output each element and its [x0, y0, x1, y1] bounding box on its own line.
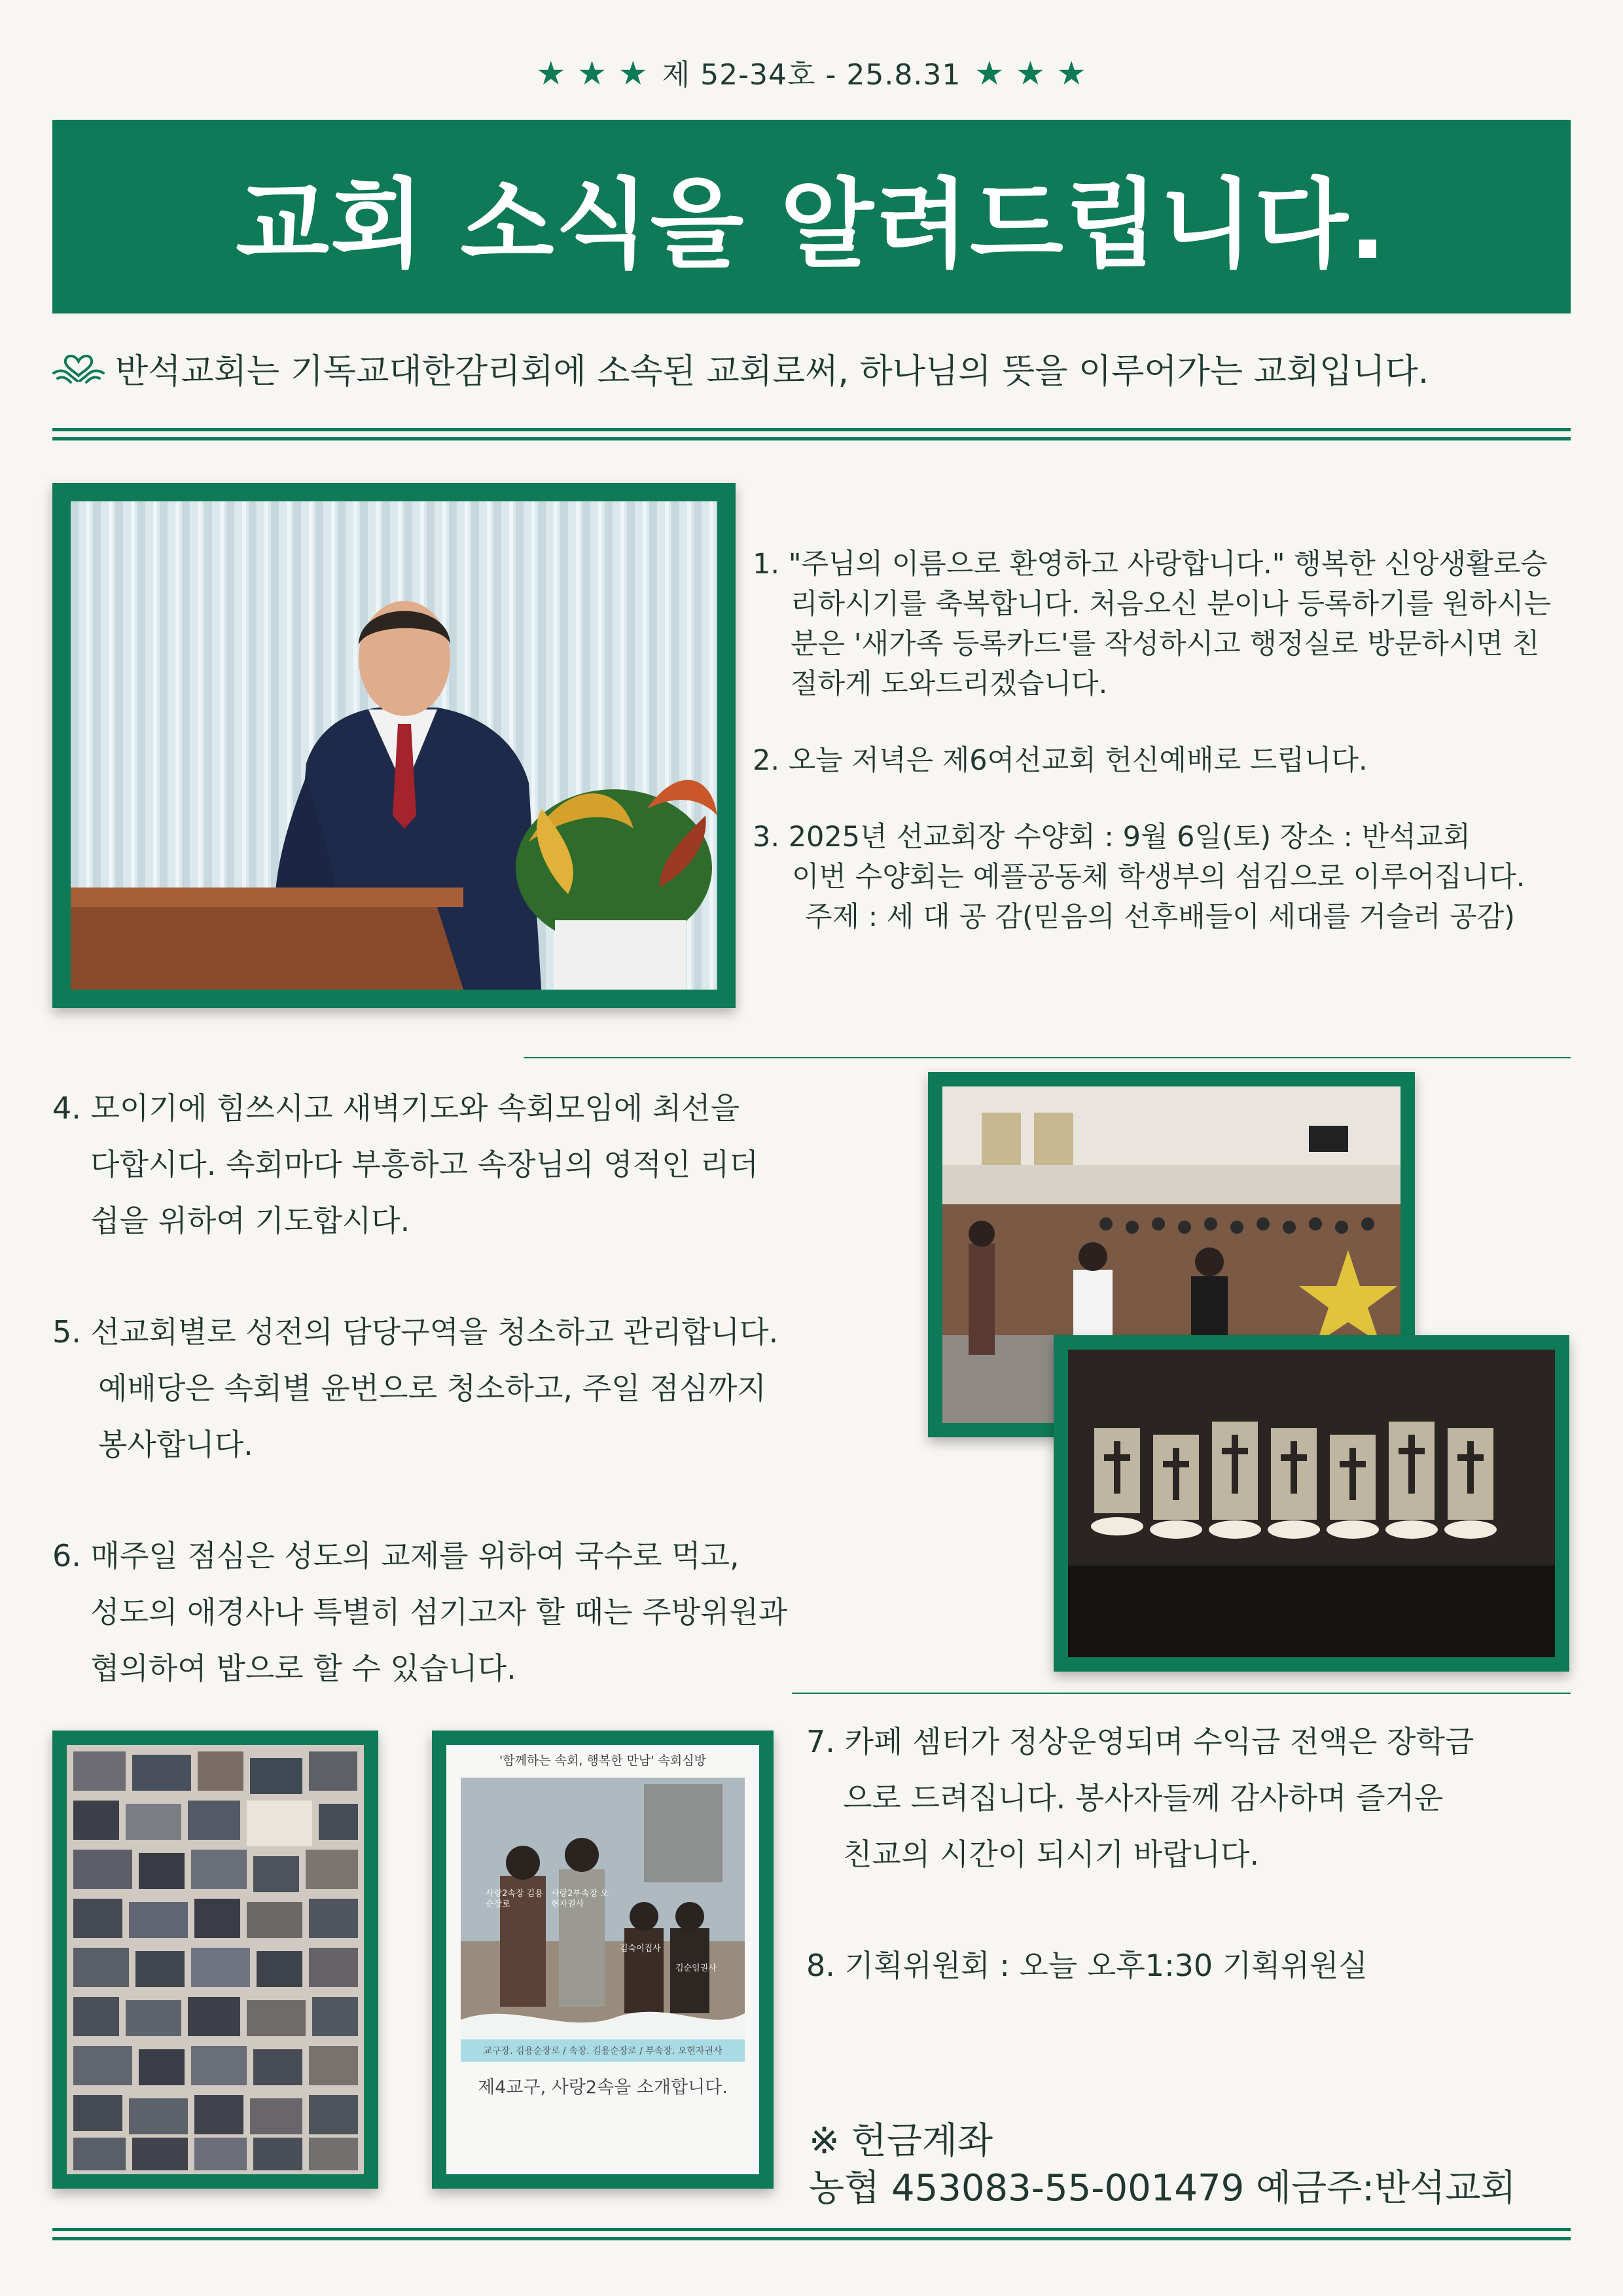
divider-bottom-1 [52, 2228, 1571, 2231]
title-banner [52, 120, 1571, 314]
divider-mid [524, 1057, 1571, 1058]
poster-footer: 제4교구, 사랑2속을 소개합니다. [478, 2077, 728, 2098]
news-item-7-line: 친교의 시간이 되시기 바랍니다. [843, 1837, 1260, 1872]
star-icon: ★ ★ ★ [974, 54, 1087, 92]
page-title: 교회 소식을 알려드립니다. [236, 168, 1387, 281]
poster-frame [432, 1731, 774, 2189]
collage-photo-frame [52, 1731, 378, 2189]
news-item-3-line: 3. 2025년 선교회장 수양회 : 9월 6일(토) 장소 : 반석교회 [753, 821, 1471, 853]
crosses-photo [1068, 1350, 1555, 1657]
news-item-7-line: 으로 드려집니다. 봉사자들께 감사하며 즐거운 [843, 1780, 1444, 1816]
news-items-4-6 [52, 1080, 903, 1696]
poster-tag-3: 김숙이집사 [620, 1944, 661, 1954]
news-item-1-line: 절하게 도와드리겠습니다. [791, 668, 1108, 700]
news-item-1-line: 분은 '새가족 등록카드'를 작성하시고 행정실로 방문하시면 친 [791, 628, 1540, 660]
news-item-1-line: 1. "주님의 이름으로 환영하고 사랑합니다." 행복한 신앙생활로승 [753, 548, 1548, 581]
offering-account [809, 2118, 1575, 2212]
news-item-4-line: 4. 모이기에 힘쓰시고 새벽기도와 속회모임에 최선을 [52, 1090, 740, 1126]
poster-heading: '함께하는 속회, 행복한 만남' 속회심방 [499, 1753, 706, 1768]
news-item-5-line: 봉사합니다. [98, 1427, 253, 1462]
poster-caption: 교구장. 김용순장로 / 속장. 김용순장로 / 부속장. 오현자권사 [461, 2039, 745, 2062]
news-item-4-line: 다합시다. 속회마다 부흥하고 속장님의 영적인 리더 [90, 1147, 758, 1182]
news-items-7-8 [806, 1713, 1572, 1994]
news-item-4-line: 쉽을 위하여 기도합시다. [90, 1203, 410, 1238]
divider-bottom-2 [52, 2237, 1571, 2240]
pastor-photo [71, 501, 717, 990]
issue-line [0, 51, 1623, 93]
news-item-3-line: 주제 : 세 대 공 감(믿음의 선후배들이 세대를 거슬러 공감) [805, 901, 1515, 933]
news-items-1-3 [753, 545, 1584, 937]
intro-text: 반석교회는 기독교대한감리회에 소속된 교회로써, 하나님의 뜻을 이루어가는 교회입니다. [115, 351, 1429, 391]
news-item-3-line: 이번 수양회는 예플공동체 학생부의 섬김으로 이루어집니다. [792, 861, 1525, 893]
crosses-photo-frame [1054, 1335, 1569, 1672]
offering-label: ※ 헌금계좌 [809, 2120, 993, 2162]
news-item-6-line: 성도의 애경사나 특별히 섬기고자 할 때는 주방위원과 [90, 1594, 788, 1630]
intro-line [51, 342, 1576, 394]
divider-lower [792, 1693, 1571, 1694]
news-item-1-line: 리하시기를 축복합니다. 처음오신 분이나 등록하기를 원하시는 [791, 588, 1551, 620]
offering-account-number: 농협 453083-55-001479 예금주:반석교회 [809, 2167, 1516, 2210]
poster-tag-1: 사랑2속장 김용순장로 [486, 1889, 543, 1909]
news-item-5-line: 예배당은 속회별 윤번으로 청소하고, 주일 점심까지 [98, 1371, 766, 1406]
issue-number: 제 52-34호 - 25.8.31 [662, 58, 961, 92]
poster-tag-4: 김순임권사 [675, 1964, 717, 1973]
poster-tag-2: 사랑2부속장 오현자권사 [551, 1889, 609, 1909]
divider-top-2 [52, 437, 1571, 440]
news-item-6-line: 협의하여 밥으로 할 수 있습니다. [90, 1651, 516, 1686]
cell-group-poster [446, 1745, 759, 2174]
divider-top-1 [52, 428, 1571, 431]
collage-photo [67, 1745, 364, 2174]
news-item-5-line: 5. 선교회별로 성전의 담당구역을 청소하고 관리합니다. [52, 1314, 779, 1350]
pastor-photo-frame [52, 483, 736, 1008]
news-item-2: 2. 오늘 저녁은 제6여선교회 헌신예배로 드립니다. [753, 744, 1368, 777]
news-item-7-line: 7. 카페 셈터가 정상운영되며 수익금 전액은 장학금 [806, 1724, 1474, 1759]
heart-hands-icon [51, 347, 106, 389]
news-item-6-line: 6. 매주일 점심은 성도의 교제를 위하여 국수로 먹고, [52, 1538, 740, 1573]
news-item-8: 8. 기획위원회 : 오늘 오후1:30 기획위원실 [806, 1948, 1368, 1983]
star-icon: ★ ★ ★ [536, 54, 649, 92]
